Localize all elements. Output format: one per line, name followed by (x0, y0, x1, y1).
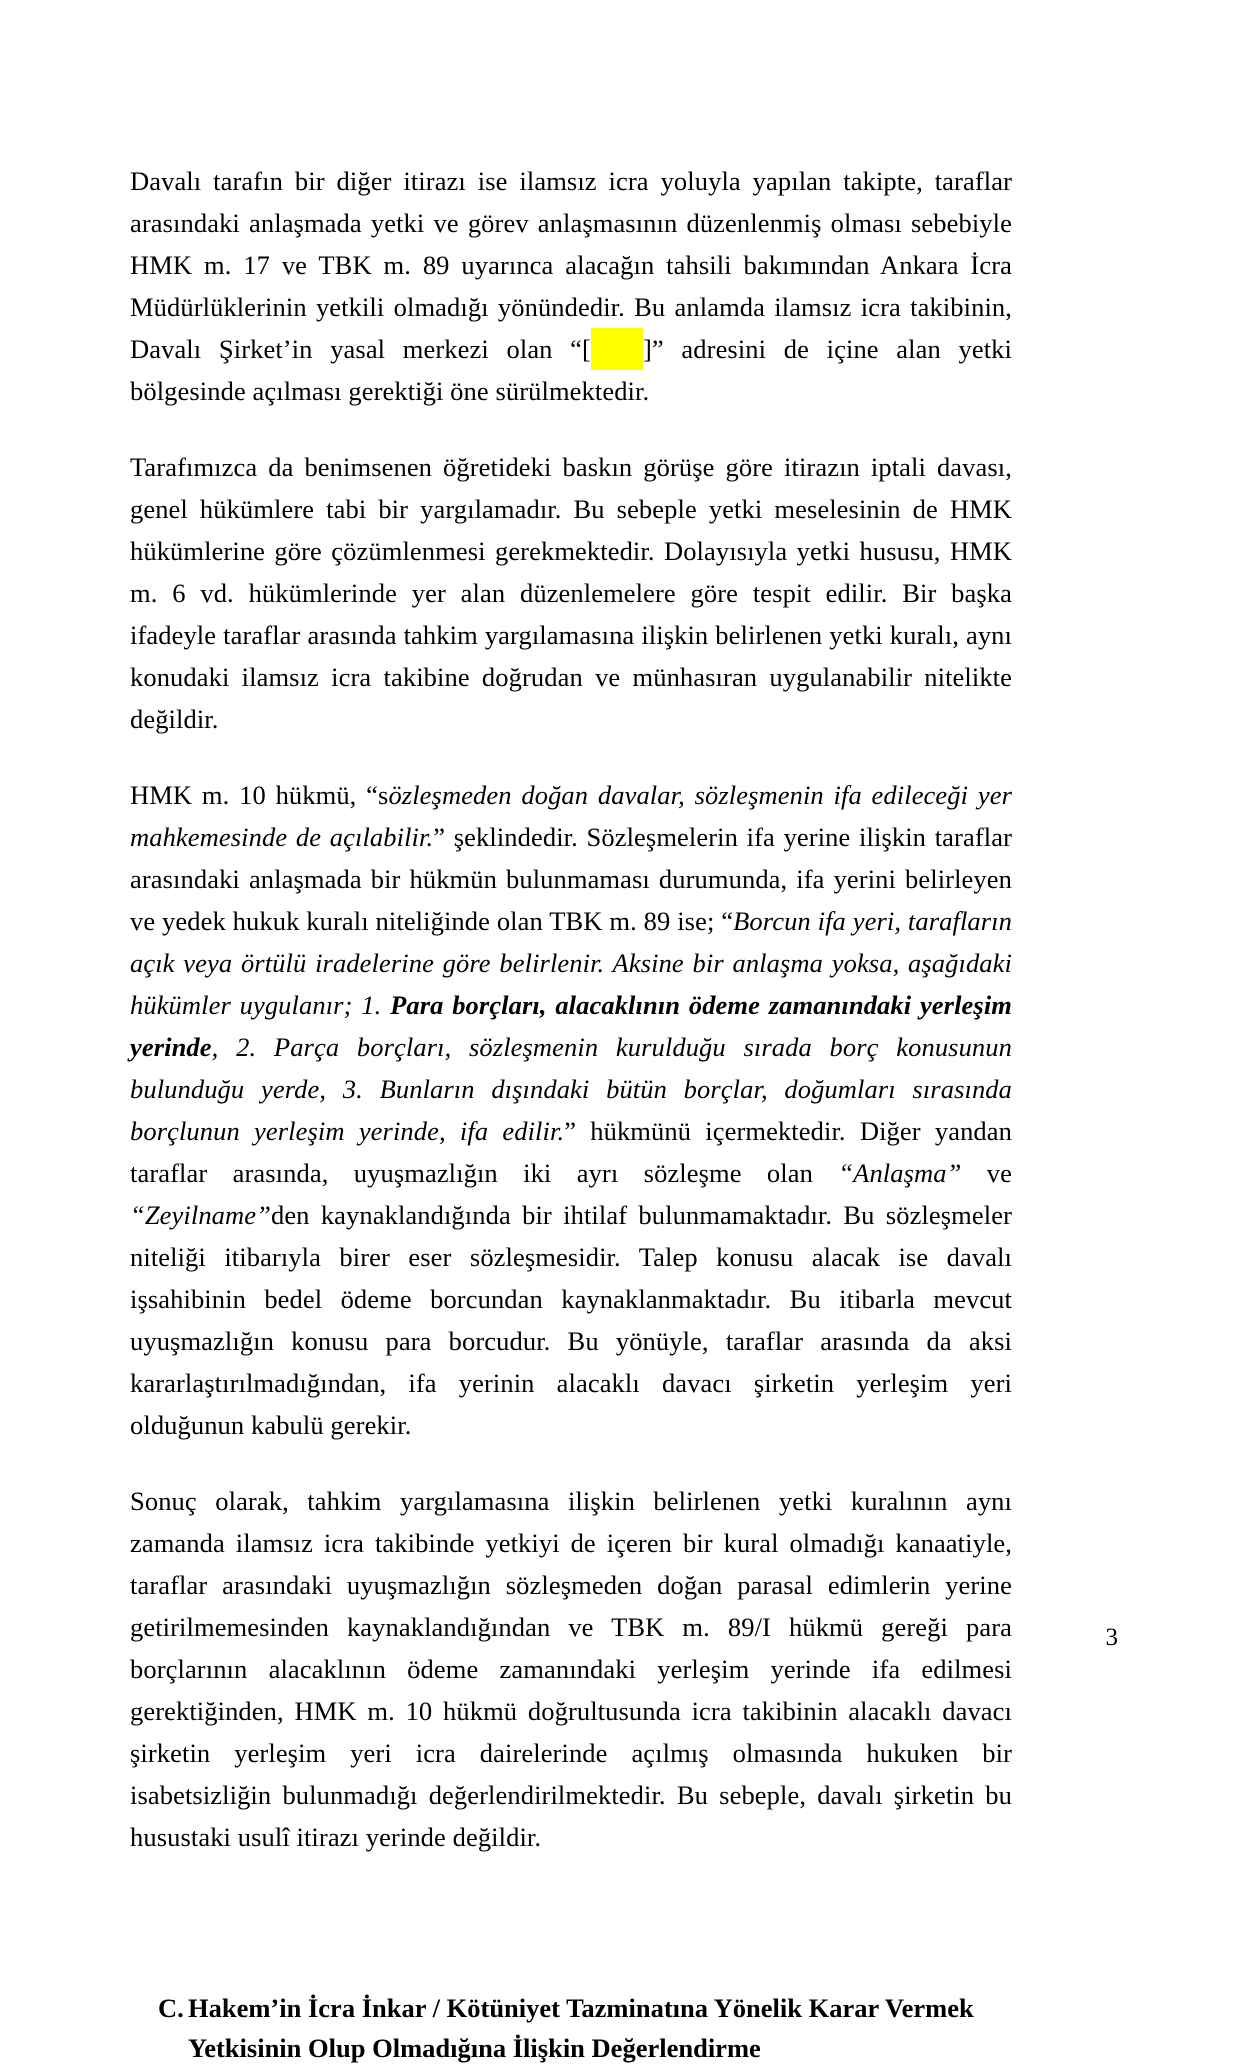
paragraph-1-run-1: Davalı tarafın bir diğer itirazı ise ilamsız icra yoluyla yapılan takipte, taraflar arasındaki anlaşmada yetki ve görev anlaşmasının düzenlenmiş olması sebebiyle HMK m. 17 ve TBK m. 89 uyarınca alacağın tahsili bakımından Ankara İcra Müdürlüklerinin yetkili olmadığı yönündedir. Bu anlamda ilamsız icra takibinin, Davalı Şirket’in yasal merkezi olan “[ (130, 166, 1012, 364)
paragraph-2-run-1: Tarafımızca da benimsenen öğretideki baskın görüşe göre itirazın iptali davası, genel hükümlere tabi bir yargılamadır. Bu sebeple yetki meselesinin de HMK hükümlerine göre çözümlenmesi gerekmektedir. Dolayısıyla yetki hususu, HMK m. 6 vd. hükümlerinde yer alan düzenlemelere göre tespit edilir. Bir başka ifadeyle taraflar arasında tahkim yargılamasına ilişkin belirlenen yetki kuralı, aynı konudaki ilamsız icra takibine doğrudan ve münhasıran uygulanabilir nitelikte değildir. (130, 452, 1012, 734)
paragraph-3-run-1: HMK m. 10 hükmü, “s (130, 780, 389, 810)
paragraph-4-run-1: Sonuç olarak, tahkim yargılamasına ilişkin belirlenen yetki kuralının aynı zamanda ilamsız icra takibinde yetkiyi de içeren bir kural olmadığı kanaatiyle, taraflar arasındaki uyuşmazlığın sözleşmeden doğan parasal edimlerin yerine getirilmemesinden kaynaklandığından ve TBK m. 89/I hükmü gereği para borçlarının alacaklının ödeme zamanındaki yerleşim yerinde ifa edilmesi gerektiğinden, HMK m. 10 hükmü doğrultusunda icra takibinin alacaklı davacı şirketin yerleşim yeri icra dairelerinde açılmış olmasında hukuken bir isabetsizliğin bulunmadığı değerlendirilmektedir. Bu sebeple, davalı şirketin bu husustaki usulî itirazı yerinde değildir. (130, 1486, 1012, 1852)
paragraph-3-run-7: ” hükmünü içermektedir. Diğer yandan taraflar arasında, uyuşmazlığın iki ayrı sözleşme olan (130, 1116, 1012, 1188)
document-body (130, 160, 1012, 2068)
paragraph-1 (130, 160, 1012, 412)
paragraph-1-run-3: ]” adresini de içine alan yetki bölgesinde açılması gerektiği öne sürülmektedir. (130, 334, 1012, 406)
paragraph-2 (130, 446, 1012, 740)
contract-name-zeyilname: “Zeyilname” (130, 1200, 271, 1230)
paragraph-3-run-11: den kaynaklandığında bir ihtilaf bulunmamaktadır. Bu sözleşmeler niteliği itibarıyla birer eser sözleşmesidir. Talep konusu alacak ise davalı işsahibinin bedel ödeme borcundan kaynaklanmaktadır. Bu itibarla mevcut uyuşmazlığın konusu para borcudur. Bu yönüyle, taraflar arasında da aksi kararlaştırılmadığından, ifa yerinin alacaklı davacı şirketin yerleşim yeri olduğunun kabulü gerekir. (130, 1200, 1012, 1440)
paragraph-3-run-9: ve (961, 1158, 1013, 1188)
page-number: 3 (1105, 1624, 1118, 1651)
redacted-company-address (591, 328, 643, 370)
quote-tbk-89-emphasis: Para borçları, alacaklının ödeme zamanındaki yerleşim yerinde (130, 990, 1012, 1062)
section-spacer (130, 1892, 1012, 1988)
section-heading-text: Hakem’in İcra İnkar / Kötüniyet Tazminatına Yönelik Karar Vermek Yetkisinin Olup Olmadığına İlişkin Değerlendirme (188, 1993, 974, 2063)
contract-name-anlasma: “Anlaşma” (838, 1158, 962, 1188)
paragraph-4 (130, 1480, 1012, 1858)
quote-tbk-89-part2: , 2. Parça borçları, sözleşmenin kurulduğu sırada borç konusunun bulunduğu yerde, 3. Bunların dışındaki bütün borçlar, doğumları sırasında borçlunun yerleşim yerinde, ifa edilir. (130, 1032, 1012, 1146)
section-heading-marker: C. (158, 1993, 184, 2023)
section-heading-c (130, 1988, 1010, 2068)
quote-hmk-10: özleşmeden doğan davalar, sözleşmenin ifa edileceği yer mahkemesinde de açılabilir. (130, 780, 1012, 852)
paragraph-3 (130, 774, 1012, 1446)
paragraph-3-run-3: ” şeklindedir. Sözleşmelerin ifa yerine ilişkin taraflar arasındaki anlaşmada bir hükmün bulunmaması durumunda, ifa yerini belirleyen ve yedek hukuk kuralı niteliğinde olan TBK m. 89 ise; “ (130, 822, 1012, 936)
quote-tbk-89-part1: Borcun ifa yeri, tarafların açık veya örtülü iradelerine göre belirlenir. Aksine bir anlaşma yoksa, aşağıdaki hükümler uygulanır; 1. (130, 906, 1012, 1020)
